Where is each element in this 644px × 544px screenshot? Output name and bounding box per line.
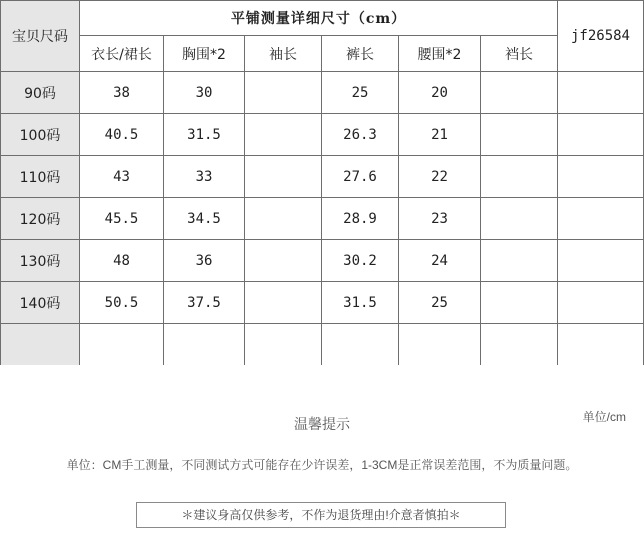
table-cell: 25	[399, 282, 481, 324]
table-cell: 33	[164, 156, 245, 198]
size-label: 140码	[1, 282, 80, 324]
table-cell	[481, 282, 558, 324]
column-header: 裤长	[322, 36, 399, 72]
table-cell	[245, 240, 322, 282]
size-column-header: 宝贝尺码	[1, 1, 80, 72]
disclaimer-box: ＊建议身高仅供参考，不作为退货理由!介意者慎拍＊	[136, 502, 506, 528]
table-cell	[80, 324, 164, 366]
table-title-row	[1, 1, 644, 36]
notes-title: 温馨提示	[294, 416, 350, 432]
table-title: 平铺测量详细尺寸（cm）	[80, 1, 558, 36]
column-header: 衣长/裙长	[80, 36, 164, 72]
table-row	[1, 114, 644, 156]
size-label	[1, 324, 80, 366]
table-cell: 43	[80, 156, 164, 198]
column-header: 腰围*2	[399, 36, 481, 72]
table-cell: 31.5	[322, 282, 399, 324]
table-cell: 38	[80, 72, 164, 114]
column-header: 袖长	[245, 36, 322, 72]
table-row	[1, 324, 644, 366]
table-cell	[481, 324, 558, 366]
table-cell: 36	[164, 240, 245, 282]
table-cell: 50.5	[80, 282, 164, 324]
column-header-row	[1, 36, 644, 72]
table-cell: 28.9	[322, 198, 399, 240]
table-cell: 25	[322, 72, 399, 114]
table-cell: 22	[399, 156, 481, 198]
table-cell	[558, 324, 644, 366]
table-row	[1, 156, 644, 198]
table-cell	[558, 114, 644, 156]
table-cell: 30.2	[322, 240, 399, 282]
table-cell	[481, 114, 558, 156]
table-cell: 34.5	[164, 198, 245, 240]
table-cell	[245, 282, 322, 324]
table-cell: 48	[80, 240, 164, 282]
table-cell	[558, 156, 644, 198]
size-label: 120码	[1, 198, 80, 240]
table-cell: 31.5	[164, 114, 245, 156]
table-cell	[245, 324, 322, 366]
column-header: 裆长	[481, 36, 558, 72]
table-cell	[481, 198, 558, 240]
table-cell: 37.5	[164, 282, 245, 324]
table-cell	[245, 198, 322, 240]
table-cell: 23	[399, 198, 481, 240]
table-row	[1, 240, 644, 282]
size-label: 130码	[1, 240, 80, 282]
table-cell	[245, 72, 322, 114]
table-cell	[245, 114, 322, 156]
table-cell: 40.5	[80, 114, 164, 156]
table-cell: 21	[399, 114, 481, 156]
table-cell	[481, 156, 558, 198]
table-cell: 45.5	[80, 198, 164, 240]
size-label: 100码	[1, 114, 80, 156]
table-cell	[245, 156, 322, 198]
table-row	[1, 72, 644, 114]
table-row	[1, 282, 644, 324]
table-cell	[399, 324, 481, 366]
table-cell	[481, 240, 558, 282]
notes-text: 单位：CM手工测量，不同测试方式可能存在少许误差，1-3CM是正常误差范围，不为质量问题。	[66, 458, 578, 472]
table-cell: 20	[399, 72, 481, 114]
table-cell	[164, 324, 245, 366]
size-label: 90码	[1, 72, 80, 114]
notes-section	[0, 365, 644, 544]
table-cell	[558, 72, 644, 114]
column-header: 胸围*2	[164, 36, 245, 72]
unit-label: 单位/cm	[582, 410, 626, 424]
table-cell	[481, 72, 558, 114]
size-label: 110码	[1, 156, 80, 198]
table-cell: 27.6	[322, 156, 399, 198]
table-cell	[322, 324, 399, 366]
table-cell: 26.3	[322, 114, 399, 156]
table-row	[1, 198, 644, 240]
table-cell	[558, 240, 644, 282]
table-cell	[558, 282, 644, 324]
table-cell: 24	[399, 240, 481, 282]
table-cell: 30	[164, 72, 245, 114]
table-cell	[558, 198, 644, 240]
product-code: jf26584	[558, 1, 644, 72]
